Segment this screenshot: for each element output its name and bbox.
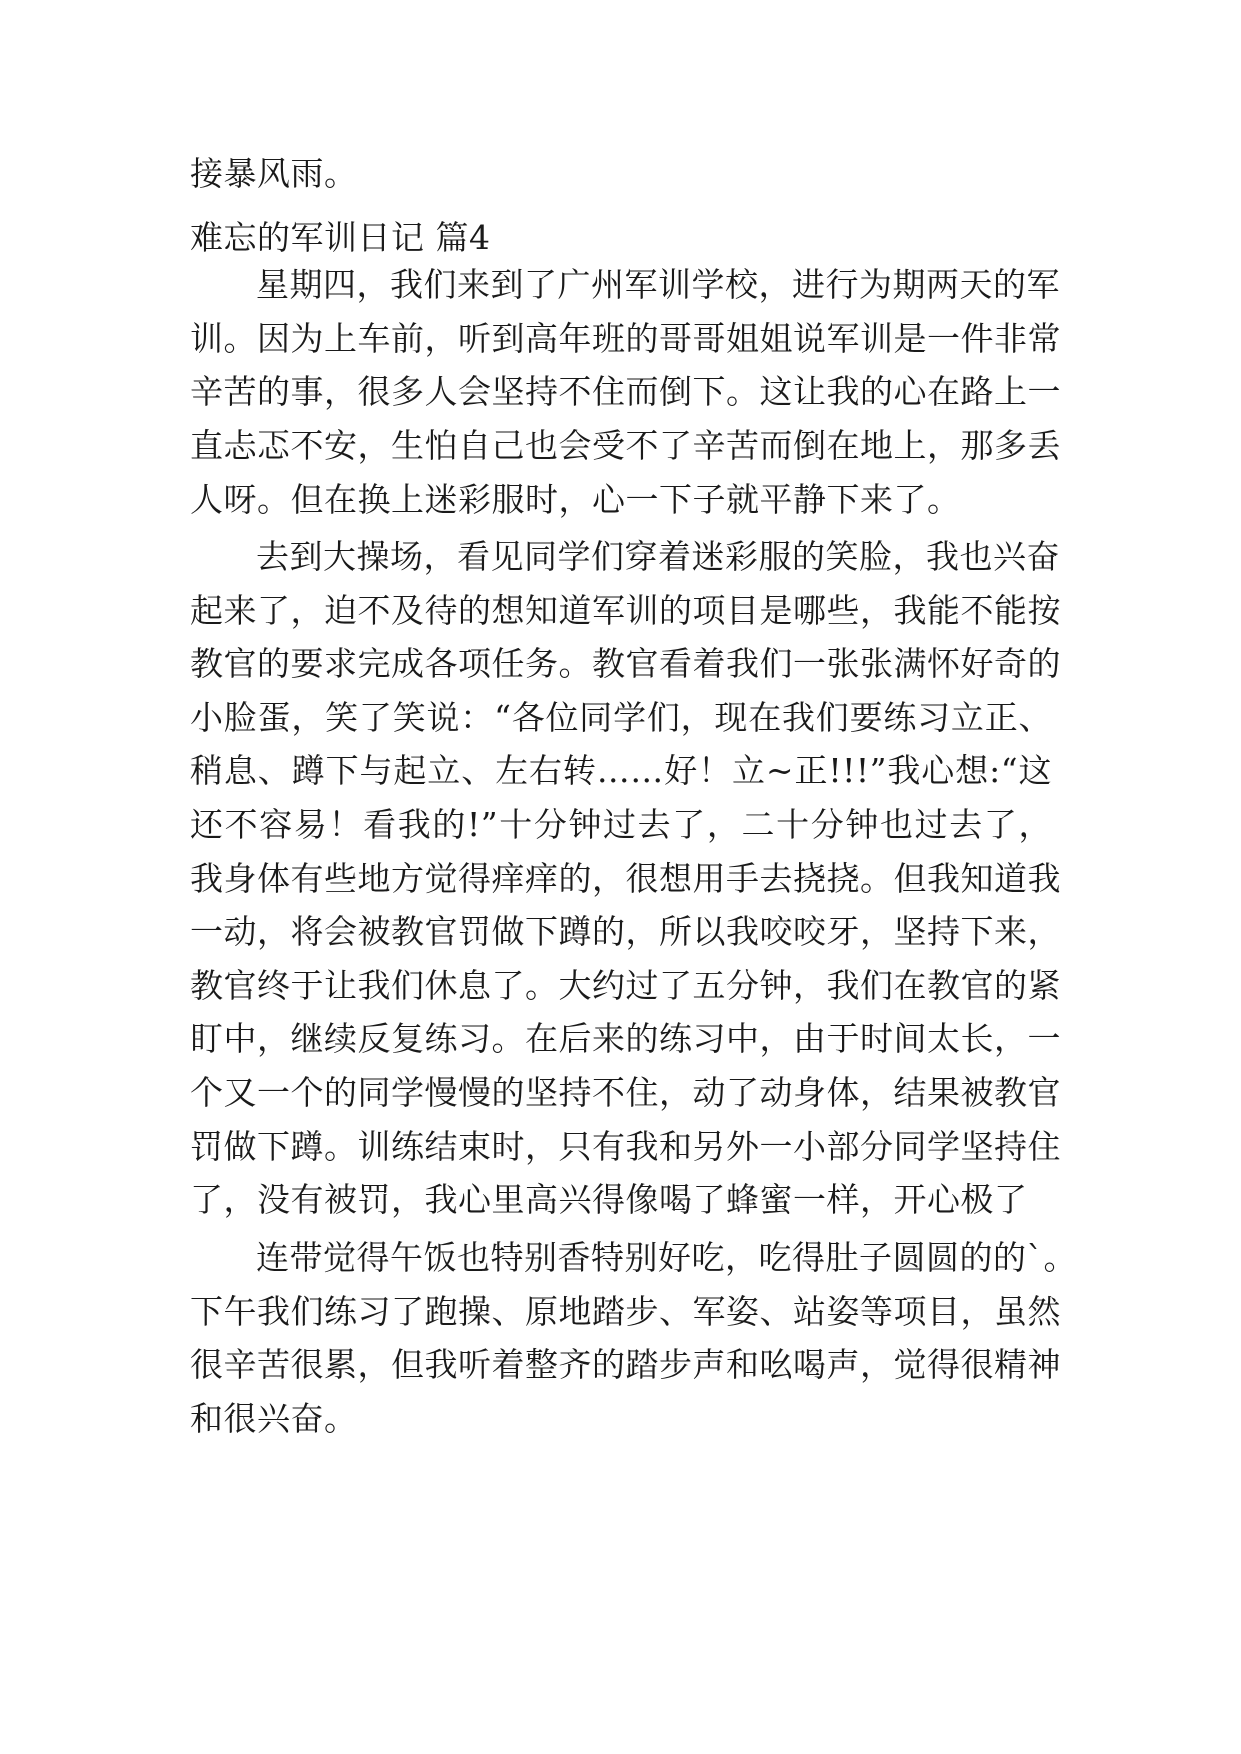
paragraph-2-line-13: 了，没有被罚，我心里高兴得像喝了蜂蜜一样，开心极了 [190, 1180, 1028, 1219]
paragraph-2-line-3: 教官的要求完成各项任务。教官看着我们一张张满怀好奇的 [190, 644, 1061, 683]
paragraph-2-line-8: 一动，将会被教官罚做下蹲的，所以我咬咬牙，坚持下来， [190, 912, 1061, 951]
paragraph-2-line-10: 盯中，继续反复练习。在后来的练习中，由于时间太长，一 [190, 1019, 1061, 1058]
paragraph-1-line-1: 星期四，我们来到了广州军训学校，进行为期两天的军 [256, 265, 1060, 304]
paragraph-2-line-2: 起来了，迫不及待的想知道军训的项目是哪些，我能不能按 [190, 591, 1061, 630]
section-heading: 难忘的军训日记 篇4 [190, 218, 491, 257]
paragraph-2-line-9: 教官终于让我们休息了。大约过了五分钟，我们在教官的紧 [190, 966, 1061, 1005]
paragraph-3-line-1: 连带觉得午饭也特别香特别好吃，吃得肚子圆圆的的`。 [256, 1238, 1077, 1277]
paragraph-2-line-4: 小脸蛋，笑了笑说：“各位同学们，现在我们要练习立正、 [190, 698, 1052, 737]
paragraph-3-line-3: 很辛苦很累，但我听着整齐的踏步声和吆喝声，觉得很精神 [190, 1345, 1061, 1384]
paragraph-1-line-2: 训。因为上车前，听到高年班的哥哥姐姐说军训是一件非常 [190, 319, 1061, 358]
paragraph-2-line-11: 个又一个的同学慢慢的坚持不住，动了动身体，结果被教官 [190, 1073, 1061, 1112]
paragraph-2-line-1: 去到大操场，看见同学们穿着迷彩服的笑脸，我也兴奋 [256, 537, 1060, 576]
paragraph-2-line-5: 稍息、蹲下与起立、左右转……好！立~正!!!”我心想:“这 [190, 751, 1052, 790]
paragraph-2-line-12: 罚做下蹲。训练结束时，只有我和另外一小部分同学坚持住 [190, 1127, 1061, 1166]
paragraph-3-line-2: 下午我们练习了跑操、原地踏步、军姿、站姿等项目，虽然 [190, 1292, 1061, 1331]
intro-tail-line: 接暴风雨。 [190, 154, 358, 193]
paragraph-1-line-4: 直忐忑不安，生怕自己也会受不了辛苦而倒在地上，那多丢 [190, 426, 1061, 465]
paragraph-1-line-3: 辛苦的事，很多人会坚持不住而倒下。这让我的心在路上一 [190, 372, 1061, 411]
paragraph-2-line-7: 我身体有些地方觉得痒痒的，很想用手去挠挠。但我知道我 [190, 859, 1061, 898]
paragraph-1-line-5: 人呀。但在换上迷彩服时，心一下子就平静下来了。 [190, 480, 961, 519]
paragraph-2-line-6: 还不容易！看我的!”十分钟过去了，二十分钟也过去了， [190, 805, 1052, 844]
paragraph-3-line-4: 和很兴奋。 [190, 1399, 358, 1438]
